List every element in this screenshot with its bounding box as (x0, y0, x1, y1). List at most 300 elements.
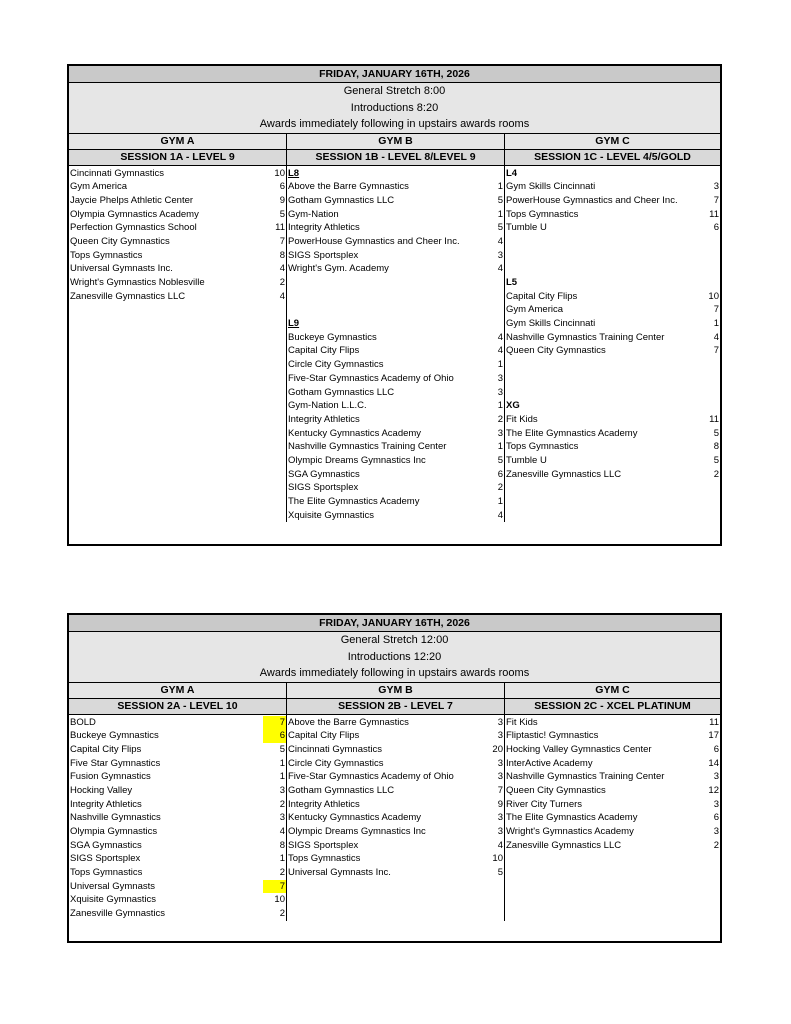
athlete-count: 1 (713, 318, 719, 330)
gym-name: Queen City Gymnastics (70, 235, 170, 247)
gym-name: Kentucky Gymnastics Academy (288, 812, 422, 824)
athlete-count: 11 (709, 208, 719, 220)
gym-name (505, 235, 707, 249)
date-header: FRIDAY, JANUARY 16TH, 2026 (69, 615, 720, 632)
athlete-count (491, 276, 504, 290)
athlete-count: 6 (713, 743, 719, 755)
session-1b-header: SESSION 1B - LEVEL 8/LEVEL 9 (287, 150, 505, 165)
roster-row (505, 372, 720, 386)
gym-name: Circle City Gymnastics (288, 757, 384, 769)
level-label: L4 (506, 167, 518, 179)
gym-name: Nashville Gymnastics (70, 812, 161, 824)
athlete-count: 3 (497, 386, 503, 398)
roster-row (505, 825, 720, 839)
level-heading (505, 399, 720, 413)
roster-row (287, 180, 504, 194)
roster-row (505, 811, 720, 825)
roster-row (69, 290, 286, 304)
roster-row (69, 221, 286, 235)
roster-row (69, 811, 286, 825)
athlete-count: 9 (497, 798, 503, 810)
gym-c-header: GYM C (595, 683, 630, 696)
session-block-morning (67, 64, 722, 546)
roster-row (287, 235, 504, 249)
gym-name: River City Turners (506, 798, 583, 810)
level-heading (287, 317, 504, 331)
roster-row (287, 276, 504, 290)
gym-name: SIGS Sportsplex (288, 839, 359, 851)
roster-row (287, 495, 504, 509)
roster-row (287, 716, 504, 730)
roster-row (69, 180, 286, 194)
gym-b-header: GYM B (287, 683, 505, 698)
roster-row (287, 481, 504, 495)
athlete-count: 5 (497, 194, 503, 206)
roster-row (287, 866, 504, 880)
athlete-count (491, 303, 504, 317)
gym-name: BOLD (70, 716, 96, 728)
gym-name: Gotham Gymnastics LLC (288, 784, 395, 796)
gym-name: Wright's Gym. Academy (288, 263, 389, 275)
roster-row (69, 880, 286, 894)
gym-name: Gym America (70, 181, 128, 193)
session-1a-header: SESSION 1A - LEVEL 9 (69, 150, 287, 165)
roster-row (287, 770, 504, 784)
roster-row (69, 839, 286, 853)
athlete-count: 5 (713, 427, 719, 439)
roster-row (287, 331, 504, 345)
athlete-count: 11 (275, 222, 285, 234)
athlete-count: 7 (263, 716, 286, 730)
level-label: L8 (288, 167, 300, 179)
roster-row (69, 784, 286, 798)
athlete-count: 3 (497, 757, 503, 769)
gym-name: Olympic Dreams Gymnastics Inc (288, 826, 426, 837)
roster-row (287, 798, 504, 812)
gym-name: Wright's Gymnastics Academy (506, 826, 634, 837)
roster-row (505, 249, 720, 263)
roster-row (287, 358, 504, 372)
athlete-count: 2 (497, 482, 503, 494)
athlete-count: 10 (274, 894, 285, 906)
gym-name: Capital City Flips (70, 743, 142, 755)
gym-name (505, 358, 707, 372)
athlete-count (707, 358, 720, 372)
athlete-count: 1 (497, 208, 503, 220)
roster-row (287, 386, 504, 400)
gym-name: SIGS Sportsplex (288, 249, 359, 261)
gym-name: Integrity Athletics (70, 798, 142, 810)
gym-name: Capital City Flips (288, 730, 360, 742)
roster-row (505, 743, 720, 757)
gym-name: Cincinnati Gymnastics (70, 167, 164, 179)
athlete-count: 2 (713, 468, 719, 480)
gym-name: SIGS Sportsplex (288, 482, 359, 494)
roster-row (287, 262, 504, 276)
session-header-row (69, 699, 720, 715)
roster-row (69, 716, 286, 730)
roster-columns (69, 166, 720, 523)
roster-row (287, 757, 504, 771)
roster-row (505, 386, 720, 400)
schedule-info (69, 83, 720, 134)
gym-name: Nashville Gymnastics Training Center (506, 771, 665, 783)
athlete-count: 4 (497, 235, 503, 247)
roster-row (69, 757, 286, 771)
session-2b-header: SESSION 2B - LEVEL 7 (287, 699, 505, 714)
roster-row (287, 852, 504, 866)
athlete-count: 8 (279, 249, 285, 261)
gym-name: Five Star Gymnastics (70, 757, 161, 769)
schedule-info (69, 632, 720, 683)
gym-name: Zanesville Gymnastics LLC (506, 468, 622, 480)
gym-name: SGA Gymnastics (70, 839, 142, 851)
athlete-count: 5 (279, 208, 285, 220)
roster-row (287, 413, 504, 427)
athlete-count: 4 (497, 839, 503, 851)
athlete-count: 8 (713, 441, 719, 453)
athlete-count: 7 (713, 304, 719, 316)
gym-name: Gym Skills Cincinnati (506, 318, 596, 330)
level-heading (505, 167, 720, 181)
level-heading (287, 167, 504, 181)
level-label: L5 (506, 277, 518, 288)
roster-row (69, 276, 286, 290)
athlete-count: 2 (279, 798, 285, 810)
gym-name: Buckeye Gymnastics (70, 730, 159, 742)
roster-row (287, 509, 504, 523)
roster-row (287, 440, 504, 454)
roster-row (287, 194, 504, 208)
athlete-count: 2 (279, 908, 285, 920)
athlete-count: 5 (279, 743, 285, 755)
gym-name: Jaycie Phelps Athletic Center (70, 194, 194, 206)
gym-name (287, 276, 491, 290)
gym-name: Gotham Gymnastics LLC (288, 386, 395, 398)
roster-row (505, 331, 720, 345)
roster-row (69, 743, 286, 757)
roster-row (505, 344, 720, 358)
roster-row (505, 784, 720, 798)
roster-row (287, 303, 504, 317)
gym-name: Five-Star Gymnastics Academy of Ohio (288, 771, 454, 783)
session-2c-header: SESSION 2C - XCEL PLATINUM (534, 699, 691, 712)
athlete-count: 7 (713, 194, 719, 206)
roster-row (69, 770, 286, 784)
gym-name: Gym-Nation (288, 208, 339, 220)
athlete-count (707, 262, 720, 276)
athlete-count: 3 (713, 798, 719, 810)
gym-name: InterActive Academy (506, 757, 593, 769)
gym-name: Tumble U (506, 454, 547, 466)
gym-name: Tops Gymnastics (506, 208, 579, 220)
roster-row (505, 440, 720, 454)
session-2b-roster (287, 715, 505, 921)
roster-row (505, 757, 720, 771)
athlete-count: 7 (263, 880, 286, 894)
roster-row (287, 825, 504, 839)
athlete-count: 1 (497, 496, 503, 507)
gym-name: Universal Gymnasts Inc. (288, 867, 391, 879)
level-label: L9 (288, 318, 300, 330)
athlete-count: 1 (279, 853, 285, 865)
gym-name: Five-Star Gymnastics Academy of Ohio (288, 372, 454, 384)
athlete-count: 9 (279, 194, 285, 206)
gym-name: Zanesville Gymnastics (70, 908, 166, 920)
athlete-count: 2 (497, 413, 503, 425)
introductions-time: Introductions 8:20 (350, 101, 439, 114)
roster-row (505, 235, 720, 249)
session-1c-header: SESSION 1C - LEVEL 4/5/GOLD (534, 150, 691, 163)
roster-row (69, 249, 286, 263)
roster-row (505, 303, 720, 317)
gym-name: Olympic Dreams Gymnastics Inc (288, 454, 426, 466)
session-1c-roster (505, 166, 720, 523)
athlete-count: 5 (497, 222, 503, 234)
athlete-count: 11 (709, 413, 719, 425)
awards-note: Awards immediately following in upstairs awards rooms (259, 118, 530, 130)
gym-name: Tops Gymnastics (70, 249, 143, 261)
gym-name: Integrity Athletics (288, 798, 360, 810)
roster-row (287, 221, 504, 235)
roster-row (287, 344, 504, 358)
athlete-count: 17 (708, 730, 719, 742)
athlete-count (707, 386, 720, 400)
gym-name: Wright's Gymnastics Noblesville (70, 277, 205, 288)
athlete-count: 3 (497, 249, 503, 261)
roster-row (69, 262, 286, 276)
gym-b-header: GYM B (287, 134, 505, 149)
gym-name: Gym America (506, 304, 564, 316)
gym-name: SIGS Sportsplex (70, 853, 141, 865)
session-block-afternoon (67, 613, 722, 943)
roster-row (505, 221, 720, 235)
gym-name: Gotham Gymnastics LLC (288, 194, 395, 206)
session-1a-roster (69, 166, 287, 523)
roster-row (69, 167, 286, 181)
gym-name: The Elite Gymnastics Academy (506, 427, 638, 439)
athlete-count: 3 (497, 716, 503, 728)
gym-name: Tumble U (506, 222, 547, 234)
gym-name: The Elite Gymnastics Academy (506, 812, 638, 824)
roster-row (505, 468, 720, 482)
athlete-count: 3 (497, 771, 503, 783)
athlete-count (491, 317, 504, 331)
roster-row (505, 262, 720, 276)
athlete-count: 6 (713, 222, 719, 234)
gym-name: Zanesville Gymnastics LLC (70, 290, 186, 302)
athlete-count: 6 (279, 181, 285, 193)
gym-name: Above the Barre Gymnastics (288, 181, 409, 193)
athlete-count (707, 399, 720, 413)
roster-row (505, 290, 720, 304)
gym-name: Universal Gymnasts (70, 880, 155, 892)
athlete-count: 5 (713, 454, 719, 466)
athlete-count: 4 (497, 263, 503, 275)
session-1b-roster (287, 166, 505, 523)
athlete-count: 7 (497, 784, 503, 796)
roster-row (287, 208, 504, 222)
gym-header-row (69, 683, 720, 699)
gym-name: Tops Gymnastics (506, 441, 579, 453)
athlete-count: 10 (708, 290, 719, 302)
roster-row (287, 399, 504, 413)
roster-row (69, 729, 286, 743)
athlete-count: 4 (279, 263, 285, 275)
athlete-count: 1 (497, 441, 503, 453)
gym-name: Tops Gymnastics (70, 867, 143, 879)
athlete-count: 2 (279, 867, 285, 879)
gym-name: Above the Barre Gymnastics (288, 716, 409, 728)
athlete-count (707, 249, 720, 263)
athlete-count (491, 167, 504, 181)
athlete-count (491, 290, 504, 304)
roster-row (287, 290, 504, 304)
roster-row (287, 839, 504, 853)
roster-row (505, 358, 720, 372)
gym-name: Olympia Gymnastics (70, 826, 158, 837)
gym-a-header: GYM A (69, 134, 287, 149)
gym-name: Fusion Gymnastics (70, 771, 151, 783)
gym-name: Fit Kids (506, 413, 538, 425)
gym-name: Fliptastic! Gymnastics (506, 730, 599, 742)
athlete-count: 1 (497, 400, 503, 412)
session-2a-roster (69, 715, 287, 921)
roster-row (505, 427, 720, 441)
athlete-count: 1 (497, 181, 503, 193)
gym-name: Buckeye Gymnastics (288, 331, 377, 343)
roster-row (69, 907, 286, 921)
roster-row (287, 427, 504, 441)
athlete-count: 1 (497, 359, 503, 371)
athlete-count: 3 (279, 812, 285, 824)
roster-row (69, 235, 286, 249)
roster-row (287, 454, 504, 468)
awards-note: Awards immediately following in upstairs awards rooms (259, 667, 530, 679)
athlete-count: 3 (497, 730, 503, 742)
athlete-count (707, 167, 720, 181)
roster-row (69, 893, 286, 907)
roster-row (505, 454, 720, 468)
gym-name: Kentucky Gymnastics Academy (288, 427, 422, 439)
athlete-count: 8 (279, 839, 285, 851)
athlete-count: 4 (497, 509, 503, 521)
gym-name: Fit Kids (506, 716, 538, 728)
general-stretch-time: General Stretch 8:00 (343, 85, 446, 97)
roster-row (287, 249, 504, 263)
gym-name: Gym Skills Cincinnati (506, 181, 596, 193)
gym-name: Tops Gymnastics (288, 853, 361, 865)
gym-name: Capital City Flips (506, 290, 578, 302)
gym-name: Hocking Valley Gymnastics Center (506, 743, 652, 755)
gym-c-header: GYM C (595, 134, 630, 147)
athlete-count: 6 (263, 729, 286, 743)
gym-name (505, 249, 707, 263)
date-header: FRIDAY, JANUARY 16TH, 2026 (69, 66, 720, 83)
athlete-count: 3 (279, 784, 285, 796)
roster-row (287, 743, 504, 757)
roster-row (505, 208, 720, 222)
athlete-count (707, 372, 720, 386)
roster-row (69, 194, 286, 208)
athlete-count: 12 (708, 784, 719, 796)
athlete-count: 4 (279, 826, 285, 837)
gym-name: The Elite Gymnastics Academy (288, 496, 420, 507)
gym-name: Zanesville Gymnastics LLC (506, 839, 622, 851)
athlete-count: 20 (492, 743, 503, 755)
gym-name (287, 290, 491, 304)
athlete-count: 1 (279, 757, 285, 769)
athlete-count: 10 (274, 167, 285, 179)
session-2a-header: SESSION 2A - LEVEL 10 (69, 699, 287, 714)
roster-row (287, 468, 504, 482)
athlete-count: 1 (279, 771, 285, 783)
athlete-count: 7 (713, 345, 719, 357)
gym-name: Universal Gymnasts Inc. (70, 263, 173, 275)
athlete-count: 3 (497, 826, 503, 837)
roster-row (505, 839, 720, 853)
gym-name: Nashville Gymnastics Training Center (288, 441, 447, 453)
gym-name: Xquisite Gymnastics (288, 509, 375, 521)
level-label: XG (506, 400, 520, 412)
gym-name: Queen City Gymnastics (506, 784, 606, 796)
athlete-count: 5 (497, 454, 503, 466)
gym-name: Nashville Gymnastics Training Center (506, 331, 665, 343)
roster-row (505, 729, 720, 743)
gym-name: Queen City Gymnastics (506, 345, 606, 357)
athlete-count: 10 (492, 853, 503, 865)
roster-row (69, 825, 286, 839)
athlete-count: 6 (713, 812, 719, 824)
athlete-count: 3 (713, 181, 719, 193)
athlete-count: 4 (497, 345, 503, 357)
roster-row (287, 811, 504, 825)
athlete-count: 4 (279, 290, 285, 302)
roster-row (505, 770, 720, 784)
athlete-count: 3 (713, 771, 719, 783)
session-2c-roster (505, 715, 720, 921)
athlete-count: 4 (497, 331, 503, 343)
gym-name (505, 386, 707, 400)
gym-name: Integrity Athletics (288, 222, 360, 234)
introductions-time: Introductions 12:20 (347, 650, 442, 663)
general-stretch-time: General Stretch 12:00 (340, 634, 449, 646)
athlete-count: 11 (709, 716, 719, 728)
gym-name: Olympia Gymnastics Academy (70, 208, 199, 220)
gym-header-row (69, 134, 720, 150)
gym-name: Xquisite Gymnastics (70, 894, 157, 906)
gym-name: Integrity Athletics (288, 413, 360, 425)
roster-row (69, 208, 286, 222)
session-header-row (69, 150, 720, 166)
roster-columns (69, 715, 720, 921)
roster-row (505, 413, 720, 427)
roster-row (69, 852, 286, 866)
athlete-count: 3 (497, 812, 503, 824)
athlete-count (707, 276, 720, 290)
athlete-count: 3 (497, 427, 503, 439)
athlete-count: 3 (713, 826, 719, 837)
roster-row (287, 729, 504, 743)
athlete-count: 14 (708, 757, 719, 769)
roster-row (505, 317, 720, 331)
roster-row (287, 372, 504, 386)
athlete-count (707, 235, 720, 249)
athlete-count: 5 (497, 867, 503, 879)
roster-row (505, 716, 720, 730)
gym-name: Cincinnati Gymnastics (288, 743, 382, 755)
athlete-count: 3 (497, 372, 503, 384)
